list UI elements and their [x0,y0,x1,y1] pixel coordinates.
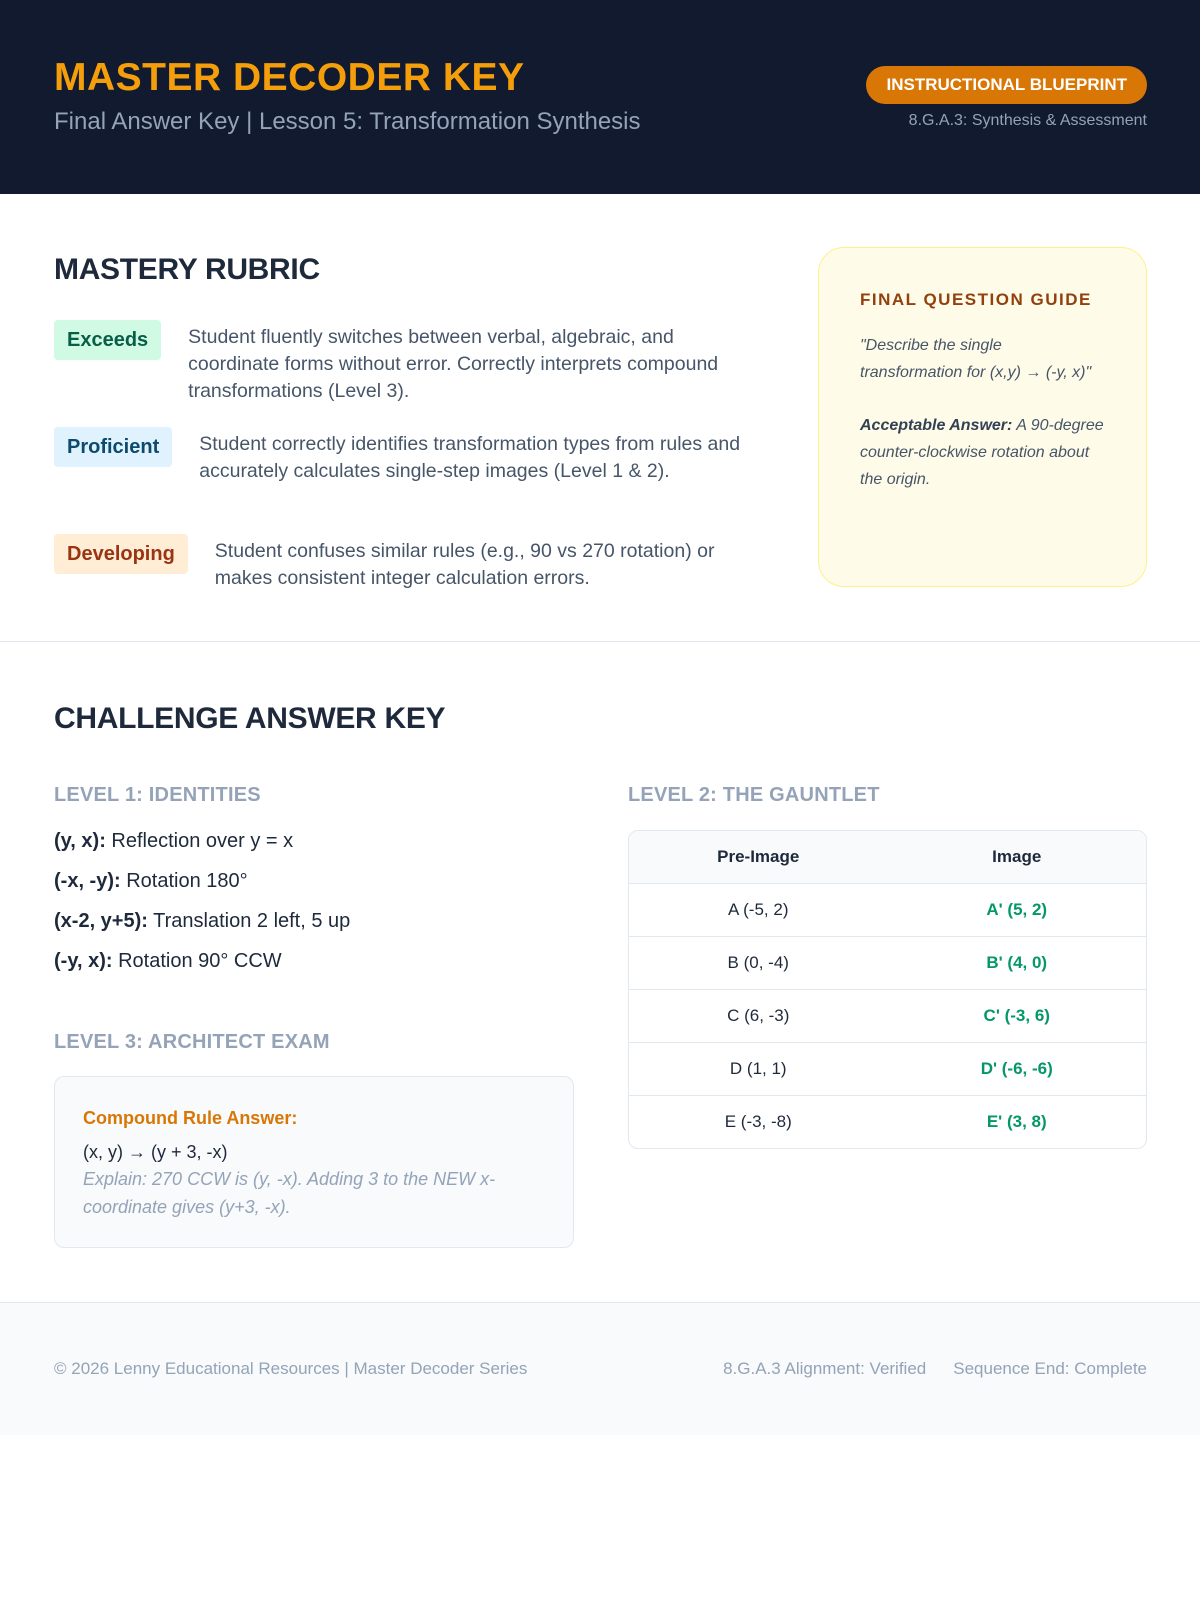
rubric-row-proficient [54,431,769,485]
table-row [629,936,1146,989]
pre-image-cell: D (1, 1) [729,1059,787,1078]
final-question-guide [818,247,1147,587]
identity-item [54,870,248,893]
alignment-status: 8.G.A.3 Alignment: Verified [723,1359,927,1378]
blueprint-badge: INSTRUCTIONAL BLUEPRINT [866,66,1147,104]
rubric-text: Student correctly identifies transformation types from rules and accurately calculates single-step images (Level 1 & 2). [199,433,741,482]
page-subtitle: Final Answer Key | Lesson 5: Transformation Synthesis [54,108,641,135]
challenge-heading: CHALLENGE ANSWER KEY [54,702,446,735]
footer-status [723,1359,1147,1379]
exceeds-tag: Exceeds [54,320,161,360]
column-header: Pre-Image [717,847,800,866]
answer-text: A 90-degree counter-clockwise rotation about the origin. [860,417,1104,488]
pre-image-cell: C (6, -3) [727,1006,790,1025]
compound-rule-title: Compound Rule Answer: [83,1108,298,1128]
pre-image-cell: E (-3, -8) [724,1112,792,1131]
identity-rule: (-x, -y): [54,870,121,892]
compound-rule-explanation: Explain: 270 CCW is (y, -x). Adding 3 to the NEW x-coordinate gives (y+3, -x). [83,1169,496,1217]
sequence-status: Sequence End: Complete [953,1359,1147,1378]
identity-rule: (x-2, y+5): [54,910,148,932]
proficient-tag: Proficient [54,427,172,467]
identity-answer: Translation 2 left, 5 up [147,910,351,932]
rubric-row-exceeds [54,324,769,405]
architect-exam-card [54,1076,574,1248]
page-title: MASTER DECODER KEY [54,56,525,99]
guide-question: "Describe the single transformation for (x,y) → (-y, x)" [860,337,1092,381]
identity-answer: Rotation 90° CCW [112,950,282,972]
image-cell: A' (5, 2) [986,900,1048,919]
identity-rule: (-y, x): [54,950,113,972]
image-cell: B' (4, 0) [986,953,1048,972]
compound-rule: (x, y) → (y + 3, -x) [83,1142,228,1162]
guide-answer [860,412,1106,493]
image-cell: D' (-6, -6) [980,1059,1053,1078]
gauntlet-table [628,830,1147,1149]
level1-heading: LEVEL 1: IDENTITIES [54,784,261,806]
table-row [629,989,1146,1042]
level2-heading: LEVEL 2: THE GAUNTLET [628,784,880,806]
pre-image-cell: B (0, -4) [727,953,789,972]
table-header-row [629,831,1146,883]
standard-label: 8.G.A.3: Synthesis & Assessment [908,112,1147,129]
image-cell: E' (3, 8) [986,1112,1047,1131]
identity-item [54,950,282,973]
identity-answer: Rotation 180° [120,870,248,892]
table-row [629,1042,1146,1095]
rubric-text: Student fluently switches between verbal, algebraic, and coordinate forms without error. Correctly interprets compound transformations (Level 3). [188,326,719,402]
table-row [629,1095,1146,1148]
footer [0,1302,1200,1435]
answer-label: Acceptable Answer: [860,417,1013,434]
image-cell: C' (-3, 6) [983,1006,1050,1025]
identity-item [54,830,293,853]
header [0,0,1200,194]
level3-heading: LEVEL 3: ARCHITECT EXAM [54,1031,330,1053]
rubric-text: Student confuses similar rules (e.g., 90 vs 270 rotation) or makes consistent integer calculation errors. [214,540,715,589]
section-divider [0,641,1200,642]
identity-rule: (y, x): [54,830,106,852]
rubric-heading: MASTERY RUBRIC [54,253,320,286]
column-header: Image [992,847,1042,866]
guide-title: FINAL QUESTION GUIDE [860,290,1092,309]
rubric-row-developing [54,538,769,592]
identity-item [54,910,350,933]
table-row [629,883,1146,936]
developing-tag: Developing [54,534,188,574]
identity-answer: Reflection over y = x [105,830,294,852]
copyright-text: © 2026 Lenny Educational Resources | Master Decoder Series [54,1359,528,1378]
pre-image-cell: A (-5, 2) [728,900,789,919]
